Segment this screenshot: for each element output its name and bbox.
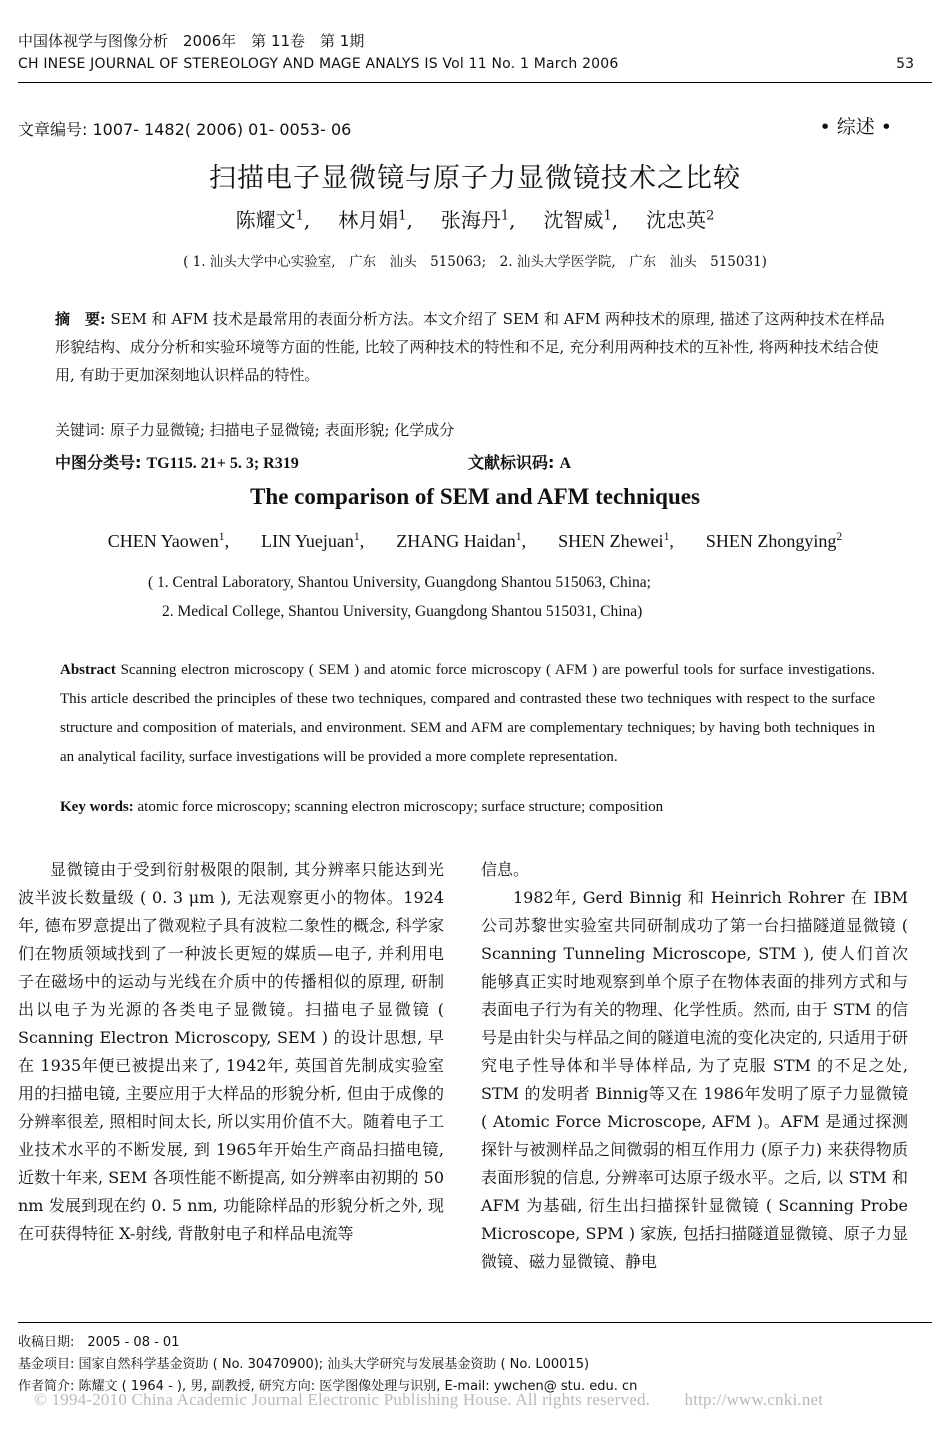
author-bio: 作者简介: 陈耀文 ( 1964 - ), 男, 副教授, 研究方向: 医学图像处理与识别, E-mail: ywchen@ stu. edu. cn <box>18 1379 638 1394</box>
keywords-cn <box>55 419 454 440</box>
title-en: The comparison of SEM and AFM techniques <box>250 484 700 509</box>
fund-info: 基金项目: 国家自然科学基金资助 ( No. 30470900); 汕头大学研究与发展基金资助 ( No. L00015) <box>18 1357 590 1372</box>
journal-header-en: CH INESE JOURNAL OF STEREOLOGY AND MAGE ANALYS IS Vol 11 No. 1 March 2006 <box>18 56 619 72</box>
affiliation-en-line-1: ( 1. Central Laboratory, Shantou University, Guangdong Shantou 515063, China; <box>148 574 651 591</box>
copyright-watermark: © 1994-2010 China Academic Journal Electronic Publishing House. All rights reserved. http://www.cnki.net <box>34 1390 824 1409</box>
article-number: 文章编号: 1007- 1482( 2006) 01- 0053- 06 <box>18 120 352 139</box>
document-id-value: A <box>559 455 572 472</box>
article-category: • 综述 • <box>819 116 892 138</box>
author-affiliation-mark: 1 <box>663 530 670 543</box>
affiliation-cn: ( 1. 汕头大学中心实验室, 广东 汕头 515063; 2. 汕头大学医学院, 广东 汕头 515031) <box>183 254 767 270</box>
abstract-cn-text: SEM 和 AFM 技术是最常用的表面分析方法。本文介绍了 SEM 和 AFM 两种技术的原理, 描述了这两种技术在样品形貌结构、成分分析和实验环境等方面的性能, 比较了两种技术的特性和不足, 充分利用两种技术的互补性, 将两种技术结合使用, 有助于更加深刻地认识样品的特性。 <box>55 310 885 384</box>
classification <box>55 450 299 473</box>
authors-en <box>0 530 950 552</box>
authors-cn <box>0 204 950 233</box>
footnote-rule <box>18 1322 932 1323</box>
author-name: 林月娟$^1$, <box>338 208 413 232</box>
author-affiliation-mark: 1 <box>295 208 304 224</box>
body-left-column <box>18 856 444 1248</box>
author-name: SHEN Zhewei$^1$, <box>558 530 674 551</box>
author-name: 陈耀文$^1$, <box>235 208 311 232</box>
keywords-en-label: Key words: <box>60 799 134 815</box>
abstract-en-label: Abstract <box>60 662 116 678</box>
author-affiliation-mark: 1 <box>603 208 612 224</box>
journal-header-cn: 中国体视学与图像分析 2006年 第 11卷 第 1期 <box>18 32 365 50</box>
author-affiliation-mark: 1 <box>218 530 225 543</box>
title-cn: 扫描电子显微镜与原子力显微镜技术之比较 <box>209 163 741 194</box>
abstract-en <box>60 656 875 772</box>
page-number: 53 <box>896 56 914 72</box>
body-right-column <box>481 856 908 1276</box>
classification-label: 中图分类号: <box>55 453 142 472</box>
author-name: CHEN Yaowen$^1$, <box>107 530 230 551</box>
document-id-label: 文献标识码: <box>468 453 555 472</box>
author-affiliation-mark: 1 <box>353 530 360 543</box>
affiliation-en-line-2: 2. Medical College, Shantou University, Guangdong Shantou 515031, China) <box>162 603 643 620</box>
author-affiliation-mark: 2 <box>706 208 715 224</box>
abstract-en-text: Scanning electron microscopy ( SEM ) and atomic force microscopy ( AFM ) are powerful tools for surface investigations. This article described the principles of these two techniques, compared and contrasted these two techniques with respect to the surface structure and composition of materials, and environment. SEM and AFM are complementary techniques; by having both techniques in an analytical facility, surface investigations will be provided a more complete representation. <box>60 662 876 765</box>
keywords-cn-label: 关键词: <box>55 421 106 439</box>
body-paragraph: 信息。 <box>481 860 530 879</box>
abstract-cn-label: 摘 要: <box>55 310 106 328</box>
body-paragraph: 显微镜由于受到衍射极限的限制, 其分辨率只能达到光波半波长数量级 ( 0. 3 μm ), 无法观察更小的物体。1924年, 德布罗意提出了微观粒子具有波粒二象性的概念, 科学家们在物质领域找到了一种波长更短的媒质—电子, 并利用电子在磁场中的运动与光线在介质中的传播相似的原理, 研制出以电子为光源的各类电子显微镜。扫描电子显微镜 ( Scanning Electron Microscopy, SEM ) 的设计思想, 早在 1935年便已被提出来了, 1942年, 英国首先制成实验室用的扫描电镜, 主要应用于大样品的形貌分析, 但由于成像的分辨率很差, 照相时间太长, 所以实用价值不大。随着电子工业技术水平的不断发展, 到 1965年开始生产商品扫描电镜, 近数十年来, SEM 各项性能不断提高, 如分辨率由初期的 50 nm 发展到现在约 0. 5 nm, 功能除样品的形貌分析之外, 现在可获得特征 X-射线, 背散射电子和样品电流等 <box>18 860 444 1243</box>
body-paragraph: 1982年, Gerd Binnig 和 Heinrich Rohrer 在 IBM 公司苏黎世实验室共同研制成功了第一台扫描隧道显微镜 ( Scanning Tunneling Microscope, STM ), 使人们首次能够真正实时地观察到单个原子在物体表面的排列方式和与表面电子行为有关的物理、化学性质。然而, 由于 STM 的信号是由针尖与样品之间的隧道电流的变化决定的, 只适用于研究电子性导体和半导体样品, 为了克服 STM 的不足之处, STM 的发明者 Binnig等又在 1986年发明了原子力显微镜 ( Atomic Force Microscope, AFM )。AFM 是通过探测探针与被测样品之间微弱的相互作用力 (原子力) 来获得物质表面形貌的信息, 分辨率可达原子级水平。之后, 以 STM 和 AFM 为基础, 衍生出扫描探针显微镜 ( Scanning Probe Microscope, SPM ) 家族, 包括扫描隧道显微镜、原子力显微镜、磁力显微镜、静电 <box>481 888 908 1271</box>
author-name: ZHANG Haidan$^1$, <box>396 530 527 551</box>
keywords-en-text: atomic force microscopy; scanning electron microscopy; surface structure; composition <box>137 799 664 815</box>
document-id <box>468 450 571 473</box>
author-name: 张海丹$^1$, <box>440 208 516 232</box>
abstract-cn <box>55 305 890 389</box>
received-date: 收稿日期: 2005 - 08 - 01 <box>18 1335 180 1350</box>
author-affiliation-mark: 1 <box>500 208 510 224</box>
keywords-cn-text: 原子力显微镜; 扫描电子显微镜; 表面形貌; 化学成分 <box>109 421 455 439</box>
author-name: 沈智威$^1$, <box>543 208 619 232</box>
classification-value: TG115. 21+ 5. 3; R319 <box>146 455 299 472</box>
author-affiliation-mark: 1 <box>515 530 522 543</box>
author-name: LIN Yuejuan$^1$, <box>261 530 365 551</box>
author-name: 沈忠英$^2$ <box>646 208 715 232</box>
keywords-en <box>60 799 875 816</box>
author-name: SHEN Zhongying$^2$ <box>705 530 843 551</box>
affiliation-en <box>148 568 908 626</box>
header-rule <box>18 82 932 83</box>
author-affiliation-mark: 2 <box>836 530 843 543</box>
author-affiliation-mark: 1 <box>398 208 407 224</box>
